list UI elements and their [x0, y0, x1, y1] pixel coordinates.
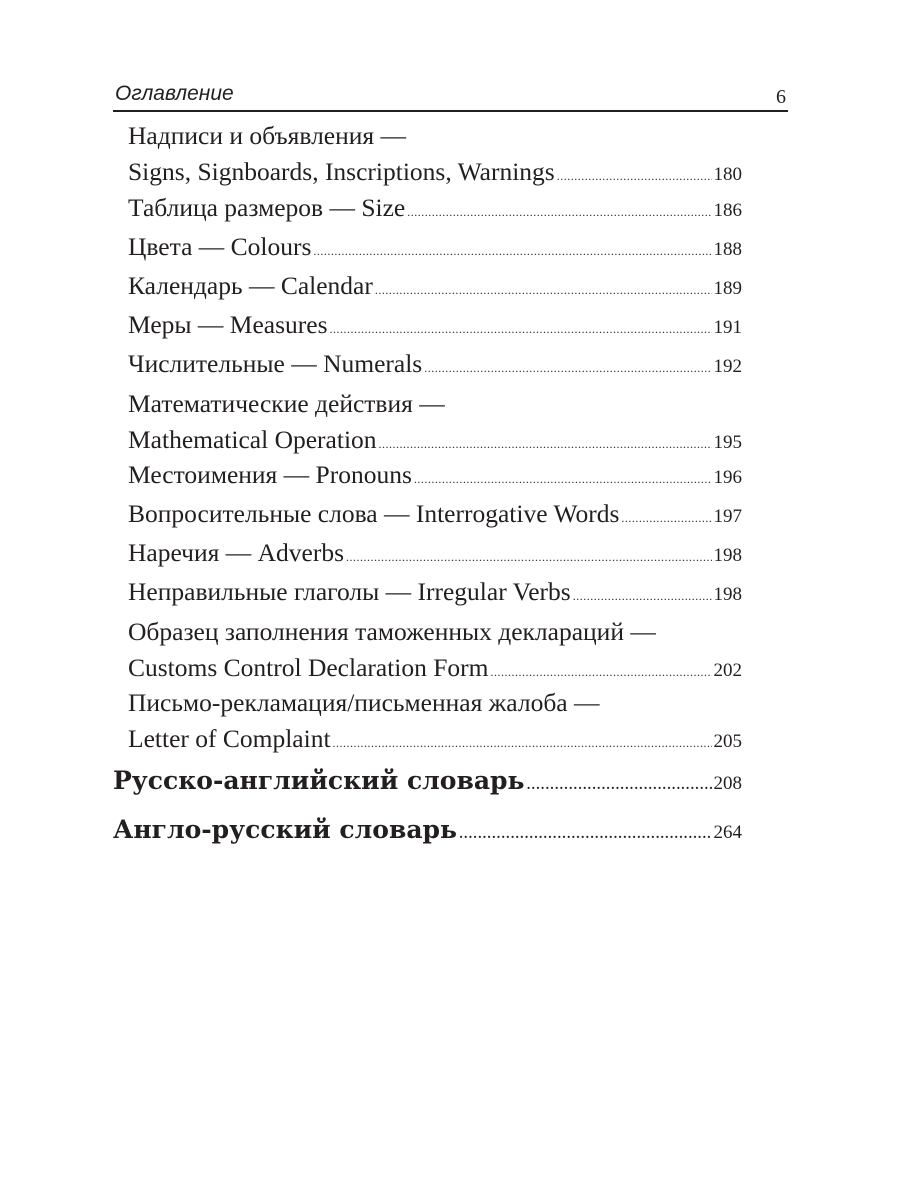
toc-entry-line: [128, 190, 742, 230]
toc-entry-page: 191: [713, 317, 742, 338]
toc-entry-page: 205: [713, 731, 742, 752]
toc-entry-page: 188: [713, 239, 742, 260]
toc-entry-line: [128, 650, 742, 690]
toc-entry[interactable]: [128, 496, 742, 536]
toc-main-entry-page: 264: [713, 822, 742, 843]
toc-entry-page: 180: [713, 164, 742, 185]
toc-entry[interactable]: [128, 268, 742, 308]
toc-entry[interactable]: [128, 346, 742, 386]
leader-dots: [313, 233, 711, 269]
toc-entry-line: [128, 154, 742, 194]
toc-entry[interactable]: [128, 386, 742, 462]
toc-entry-line: [128, 457, 742, 497]
toc-entry[interactable]: [128, 685, 742, 761]
toc-entry-page: 196: [713, 467, 742, 488]
toc-entry-line: [128, 535, 742, 575]
toc-entry-line: [128, 721, 742, 761]
toc-entry-title: Таблица размеров — Size: [128, 193, 406, 222]
toc-entry-title-continued: Letter of Complaint: [128, 724, 331, 753]
toc-main-entry-title: Англо-русский словарь: [113, 815, 457, 844]
leader-dots: [527, 767, 712, 803]
toc-entry[interactable]: [128, 118, 742, 194]
toc-entry-title: Календарь — Calendar: [128, 271, 373, 300]
leader-dots: [557, 158, 712, 194]
leader-dots: [459, 816, 712, 852]
toc-main-entry-line: [113, 812, 742, 852]
toc-entry-line: [128, 346, 742, 386]
toc-entry-page: 189: [713, 278, 742, 299]
leader-dots: [333, 725, 712, 761]
toc-main-entry[interactable]: [113, 763, 742, 803]
toc-entry-title: Цвета — Colours: [128, 232, 312, 261]
toc-entry-page: 192: [713, 356, 742, 377]
toc-entry-line: [128, 422, 742, 462]
toc-entry[interactable]: [128, 574, 742, 614]
toc-entry-line: [128, 574, 742, 614]
toc-entry-line: [128, 268, 742, 308]
toc-entry-page: 202: [713, 660, 742, 681]
toc-entry-title: Меры — Measures: [128, 310, 328, 339]
toc-entry-title: Наречия — Adverbs: [128, 538, 345, 567]
toc-entry-title-continued: Customs Control Declaration Form: [128, 653, 489, 682]
toc-entry-line: [128, 118, 742, 154]
toc-entry-title-continued: Mathematical Operation: [128, 425, 377, 454]
toc-entry-page: 198: [713, 584, 742, 605]
toc-entry-title: Образец заполнения таможенных деклараций —: [128, 617, 656, 646]
header-title: Оглавление: [115, 82, 234, 105]
toc-main-entry-title: Русско-английский словарь: [113, 766, 525, 795]
toc-entry[interactable]: [128, 535, 742, 575]
leader-dots: [621, 500, 711, 536]
leader-dots: [375, 272, 712, 308]
leader-dots: [573, 578, 712, 614]
toc-entry-page: 197: [713, 506, 742, 527]
toc-entry[interactable]: [128, 457, 742, 497]
toc-entry-title: Математические действия —: [128, 389, 445, 418]
toc-entry-line: [128, 229, 742, 269]
leader-dots: [414, 461, 712, 497]
toc-main-entry-page: 208: [713, 773, 742, 794]
leader-dots: [346, 539, 711, 575]
toc-entry[interactable]: [128, 190, 742, 230]
toc-entry-title: Письмо-рекламация/письменная жалоба —: [128, 688, 600, 717]
toc-entry[interactable]: [128, 614, 742, 690]
toc-main-entry-line: [113, 763, 742, 803]
toc-entry-line: [128, 307, 742, 347]
toc-entry-page: 198: [713, 545, 742, 566]
toc-entry-line: [128, 386, 742, 422]
toc-entry-title: Неправильные глаголы — Irregular Verbs: [128, 577, 571, 606]
toc-entry-title: Надписи и объявления —: [128, 121, 407, 150]
toc-entry-line: [128, 614, 742, 650]
toc-entry-title: Вопросительные слова — Interrogative Words: [128, 499, 620, 528]
toc-entry[interactable]: [128, 307, 742, 347]
leader-dots: [424, 350, 711, 386]
leader-dots: [407, 194, 711, 230]
header-page-number: 6: [776, 86, 786, 108]
toc-entry-page: 195: [713, 432, 742, 453]
toc-entry-line: [128, 685, 742, 721]
leader-dots: [330, 311, 712, 347]
toc-entry-title-continued: Signs, Signboards, Inscriptions, Warnings: [128, 157, 555, 186]
toc-entry-title: Местоимения — Pronouns: [128, 460, 412, 489]
toc-entry[interactable]: [128, 229, 742, 269]
toc-entry-title: Числительные — Numerals: [128, 349, 423, 378]
toc-entry-line: [128, 496, 742, 536]
toc-main-entry[interactable]: [113, 812, 742, 852]
toc-entry-page: 186: [713, 200, 742, 221]
